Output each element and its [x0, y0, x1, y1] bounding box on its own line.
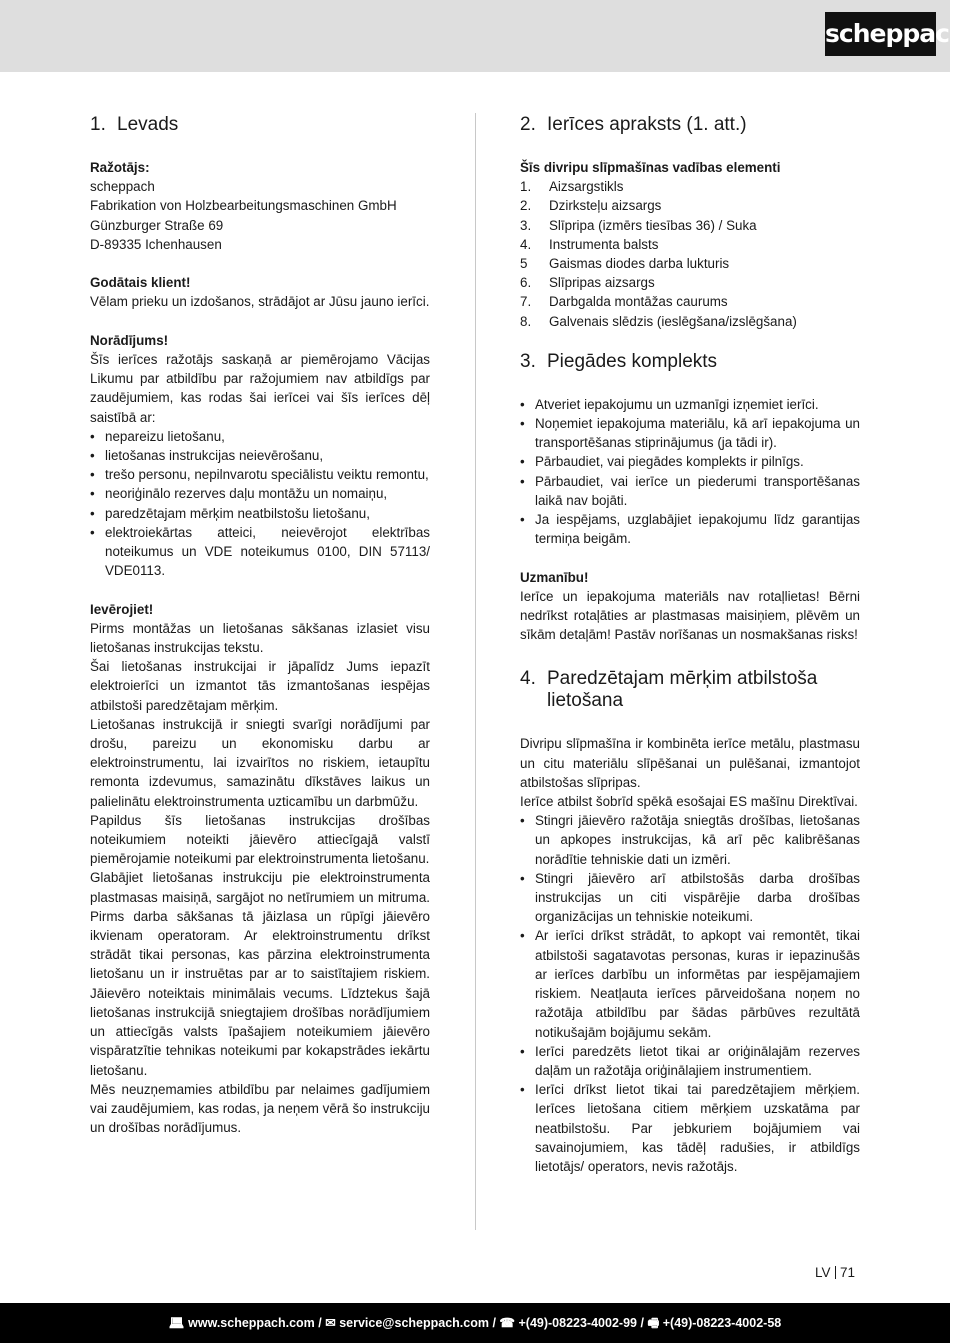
list-item: 8. Galvenais slēdzis (ieslēgšana/izslēgšana) [520, 313, 797, 329]
list-item: • lietošanas instrukcijas neievērošanu, [90, 446, 430, 465]
fax-icon: 🖷︎ [647, 1316, 660, 1330]
section-4-title: 4. Paredzētajam mērķim atbilstoša lietošana [520, 668, 818, 712]
list-item: • Ierīci paredzēts lietot tikai ar oriģinālajām rezerves daļām un ražotāja oriģinālajiem instrumentiem. [520, 1042, 860, 1080]
intended-use-list [520, 811, 860, 1176]
list-item: • Stingri jāievēro arī atbilstošās darba drošības instrukcijas un citi vispārējie darba drošības organizācijas un tehniskie noteikumi. [520, 869, 860, 927]
list-item: • Ar ierīci drīkst strādāt, to apkopt vai remontēt, tikai atbilstoši sagatavotas personas, kuras ir iepazinušās ar ierīces darbību un informētas par iespējamajiem riskiem. Neatļauta ierīces pārveidošana noņem no ražotāja atbildību par šādas pārbūves rezultātā notikušajām bojājumu sekām. [520, 926, 860, 1041]
section-1-title: 1. Levads [90, 114, 179, 135]
list-item: • paredzētajam mērķim neatbilstošu lietošanu, [90, 504, 430, 523]
section-2-title: 2. Ierīces apraksts (1. att.) [520, 114, 747, 135]
page-number-value: 71 [840, 1265, 856, 1280]
list-item: 5 Gaismas diodes darba lukturis [520, 256, 730, 272]
dear-customer-label: Godātais klient! [90, 275, 191, 291]
note-list [90, 427, 430, 581]
intended-use-paragraph: Divripu slīpmašīna ir kombinēta ierīce metālu, plastmasu un citu materiālu slīpēšanai un pulēšanai, izmantojot atbilstošas slīpripas. [520, 736, 860, 790]
list-item: 4. Instrumenta balsts [520, 236, 659, 252]
list-item: • elektroiekārtas atteici, neievērojot elektrības noteikumus un VDE noteikumus 0100, DIN 57113/ VDE0113. [90, 523, 430, 581]
footer-separator: / [318, 1316, 322, 1330]
attention-paragraph: Pirms montāžas un lietošanas sākšanas izlasiet visu lietošanas instrukcijas tekstu. [90, 620, 430, 656]
attention-paragraph: Lietošanas instrukcijā ir sniegti svarīgi norādījumi par drošu, pareizu un ekonomisku darbu ar elektroinstrumentu, lai izvairītos no riskiem, ietaupītu remonta izdevumus, samazinātu dīkstāves laikus un palielinātu elektroinstrumenta uzticamību un darbmūžu. [90, 716, 430, 809]
page-number-divider [835, 1266, 837, 1279]
note-label: Norādījums! [90, 332, 169, 348]
manufacturer-line: scheppach [90, 179, 155, 195]
list-item: • Ja iespējams, uzglabājiet iepakojumu līdz garantijas termiņa beigām. [520, 510, 860, 548]
list-item: 2. Dzirksteļu aizsargs [520, 198, 662, 214]
intended-use-paragraph: Ierīce atbilst šobrīd spēkā esošajai ES mašīnu Direktīvai. [520, 794, 858, 810]
list-item: • Stingri jāievēro ražotāja sniegtās drošības, lietošanas un apkopes instrukcijas, kā arī pēc kalibrēšanas norādītie tehniskie dati un izmēri. [520, 811, 860, 869]
controls-list [520, 177, 860, 331]
attention-paragraph: Papildus šīs lietošanas instrukcijas drošības noteikumiem noteikti jāievēro attiecīgajā valstī piemērojamie noteikumi par elektroinstrumenta lietošanu. [90, 812, 430, 867]
scheppach-logo: scheppach [825, 12, 936, 56]
footer-fax: +(49)-08223-4002-58 [662, 1316, 782, 1330]
attention-paragraph: Glabājiet lietošanas instrukciju pie elektroinstrumenta plastmasas maisiņā, sargājot no netīrumiem un mitruma. Pirms darba sākšanas tā jāizlasa un rūpīgi jāievēro ikvienam operatoram. Ar elektroinstrumentu drīkst strādāt tikai personas, kas pārzina elektroinstrumenta lietošanu un ir instruētas par ar to saistītajiem riskiem. Jāievēro noteiktais minimālais vecums. Līdztekus šajā lietošanas instrukcijā sniegtajiem drošības norādījumiem un attiecīgās valsts īpašajiem noteikumiem jāievēro vispāratzītie tehnikas noteikumi par kokapstrādes iekārtu lietošanu. [90, 870, 430, 1078]
attention-paragraph: Šai lietošanas instrukcijai ir jāpalīdz Jums iepazīt elektroierīci un izmantot tās izmantošanas iespējas atbilstoši paredzētajam mērķim. [90, 659, 430, 713]
caution-label: Uzmanību! [520, 569, 589, 585]
manufacturer-line: Günzburger Straße 69 [90, 217, 224, 233]
list-item: 6. Slīpripas aizsargs [520, 275, 655, 291]
attention-label: Ievērojiet! [90, 601, 154, 617]
dear-customer-text: Vēlam prieku un izdošanos, strādājot ar Jūsu jauno ierīci. [90, 294, 430, 310]
list-item: • Pārbaudiet, vai ierīce un piederumi transportēšanas laikā nav bojāti. [520, 472, 860, 510]
mail-icon: ✉ [325, 1316, 336, 1330]
column-divider [475, 113, 476, 1230]
list-item: 1. Aizsargstikls [520, 179, 624, 195]
list-item: 3. Slīpripa (izmērs tiesības 36) / Suka [520, 217, 757, 233]
section-3-title: 3. Piegādes komplekts [520, 350, 718, 372]
list-item: • neoriģinālo rezerves daļu montāžu un nomaiņu, [90, 484, 430, 503]
caution-text: Ierīce un iepakojuma materiāls nav rotaļlietas! Bērni nedrīkst rotaļāties ar plastmasas maisiņiem, plēvēm un sīkām detaļām! Pastāv norīšanas un nosmakšanas risks! [520, 588, 860, 643]
attention-paragraph: Mēs neuzņemamies atbildību par nelaimes gadījumiem vai zaudējumiem, kas rodas, ja neņem vērā šo instrukciju un drošības norādījumus. [90, 1081, 430, 1136]
right-column [520, 114, 860, 1176]
list-item: • Ierīci drīkst lietot tikai tai paredzētajiem mērķiem. Ierīces lietošana citiem mērķiem uzskatāma par neatbilstošu. Par jebkuriem bojājumiem vai savainojumiem, kas tādēļ radušies, ir atbildīgs lietotājs/ operators, nevis ražotājs. [520, 1080, 860, 1176]
list-item: • Pārbaudiet, vai piegādes komplekts ir pilnīgs. [520, 452, 860, 471]
list-item: • Atveriet iepakojumu un uzmanīgi izņemiet ierīci. [520, 395, 860, 414]
footer-website[interactable]: www.scheppach.com [188, 1316, 315, 1330]
list-item: • trešo personu, nepilnvarotu speciālistu veiktu remontu, [90, 465, 430, 484]
list-item: • Noņemiet iepakojuma materiālu, kā arī iepakojuma un transportēšanas stiprinājumus (ja tādi ir). [520, 414, 860, 452]
footer-email[interactable]: service@scheppach.com [339, 1316, 489, 1330]
page-language: LV [815, 1265, 831, 1280]
manufacturer-label: Ražotājs: [90, 160, 150, 175]
manufacturer-line: D-89335 Ichenhausen [90, 236, 222, 252]
note-text: Šīs ierīces ražotājs saskaņā ar piemērojamo Vācijas Likumu par atbildību par ražojumiem nav atbildīgs par zaudējumiem, kas rodas šai ierīcei vai šīs ierīces dēļ saistībā ar: [90, 352, 430, 425]
page-number [815, 1265, 855, 1280]
header-bar [0, 0, 966, 72]
footer-bar [0, 1303, 950, 1343]
footer-separator: / [640, 1316, 644, 1330]
footer-separator: / [492, 1316, 496, 1330]
controls-subtitle: Šīs divripu slīpmašīnas vadības elementi [520, 160, 781, 175]
left-column [90, 114, 430, 1137]
delivery-list [520, 395, 860, 549]
laptop-icon: 💻︎ [168, 1316, 185, 1330]
list-item: • nepareizu lietošanu, [90, 427, 430, 446]
footer-phone: +(49)-08223-4002-99 [518, 1316, 637, 1330]
list-item: 7. Darbgalda montāžas caurums [520, 294, 728, 310]
phone-icon: ☎ [499, 1316, 515, 1330]
manufacturer-line: Fabrikation von Holzbearbeitungsmaschinen GmbH [90, 198, 397, 214]
